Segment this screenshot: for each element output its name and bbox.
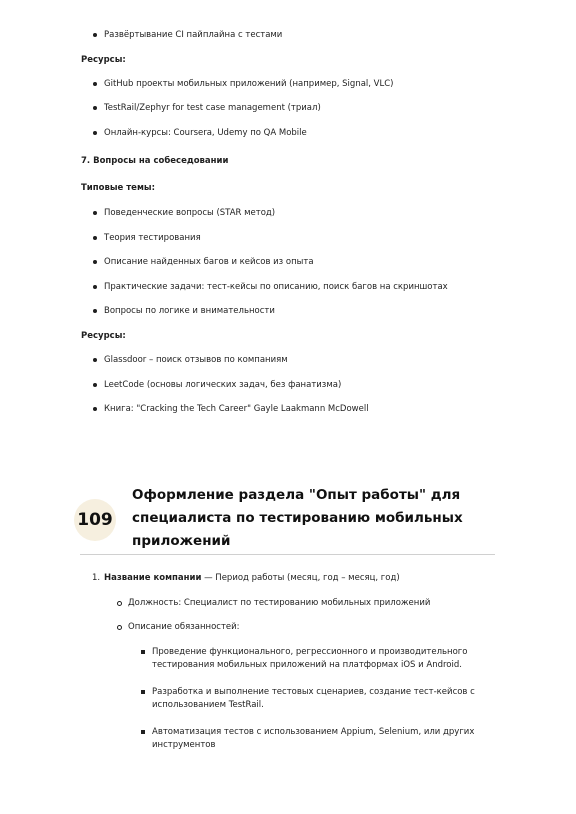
list-item: Теория тестирования [104,233,201,243]
numbered-list-item [92,572,400,584]
list-item: TestRail/Zephyr for test case management (триал) [104,103,321,113]
duties-label: Описание обязанностей: [128,622,240,632]
duty-item [152,646,467,672]
duty-line: тестирования мобильных приложений на платформах iOS и Android. [152,660,462,670]
resources-label: Ресурсы: [81,55,126,65]
work-period: — Период работы (месяц, год – месяц, год) [201,573,400,583]
list-item: LeetCode (основы логических задач, без фанатизма) [104,380,342,390]
chapter-title-line: Оформление раздела "Опыт работы" для [132,487,461,503]
chapter-number-badge: 109 [74,499,116,541]
company-name: Название компании [104,573,202,583]
duty-line: Разработка и выполнение тестовых сценариев, создание тест-кейсов с [152,687,475,697]
resources-label: Ресурсы: [81,331,126,341]
list-item: GitHub проекты мобильных приложений (например, Signal, VLC) [104,79,394,89]
duty-item [152,686,475,712]
section-heading: 7. Вопросы на собеседовании [81,156,229,166]
duty-line: Проведение функционального, регрессионного и производительного [152,647,468,657]
list-item: Glassdoor – поиск отзывов по компаниям [104,355,288,365]
chapter-title-line: специалиста по тестированию мобильных [132,510,463,526]
duty-line: Автоматизация тестов с использованием Appium, Selenium, или других [152,727,475,737]
list-item: Онлайн-курсы: Coursera, Udemy по QA Mobile [104,128,307,138]
list-item: Вопросы по логике и внимательности [104,306,275,316]
list-item: Практические задачи: тест-кейсы по описанию, поиск багов на скриншотах [104,282,448,292]
topics-label: Типовые темы: [81,183,155,193]
list-item: Описание найденных багов и кейсов из опыта [104,257,314,267]
heading-divider [80,554,495,555]
list-item: Поведенческие вопросы (STAR метод) [104,208,276,218]
duty-line: использованием TestRail. [152,700,264,710]
chapter-title [132,484,492,553]
position-item: Должность: Специалист по тестированию мобильных приложений [128,598,431,608]
item-number: 1. [92,573,101,583]
duty-line: инструментов [152,740,216,750]
list-item: Развёртывание CI пайплайна с тестами [104,30,283,40]
duty-item [152,726,474,752]
list-item: Книга: "Cracking the Tech Career" Gayle Laakmann McDowell [104,404,369,414]
chapter-title-line: приложений [132,533,231,549]
